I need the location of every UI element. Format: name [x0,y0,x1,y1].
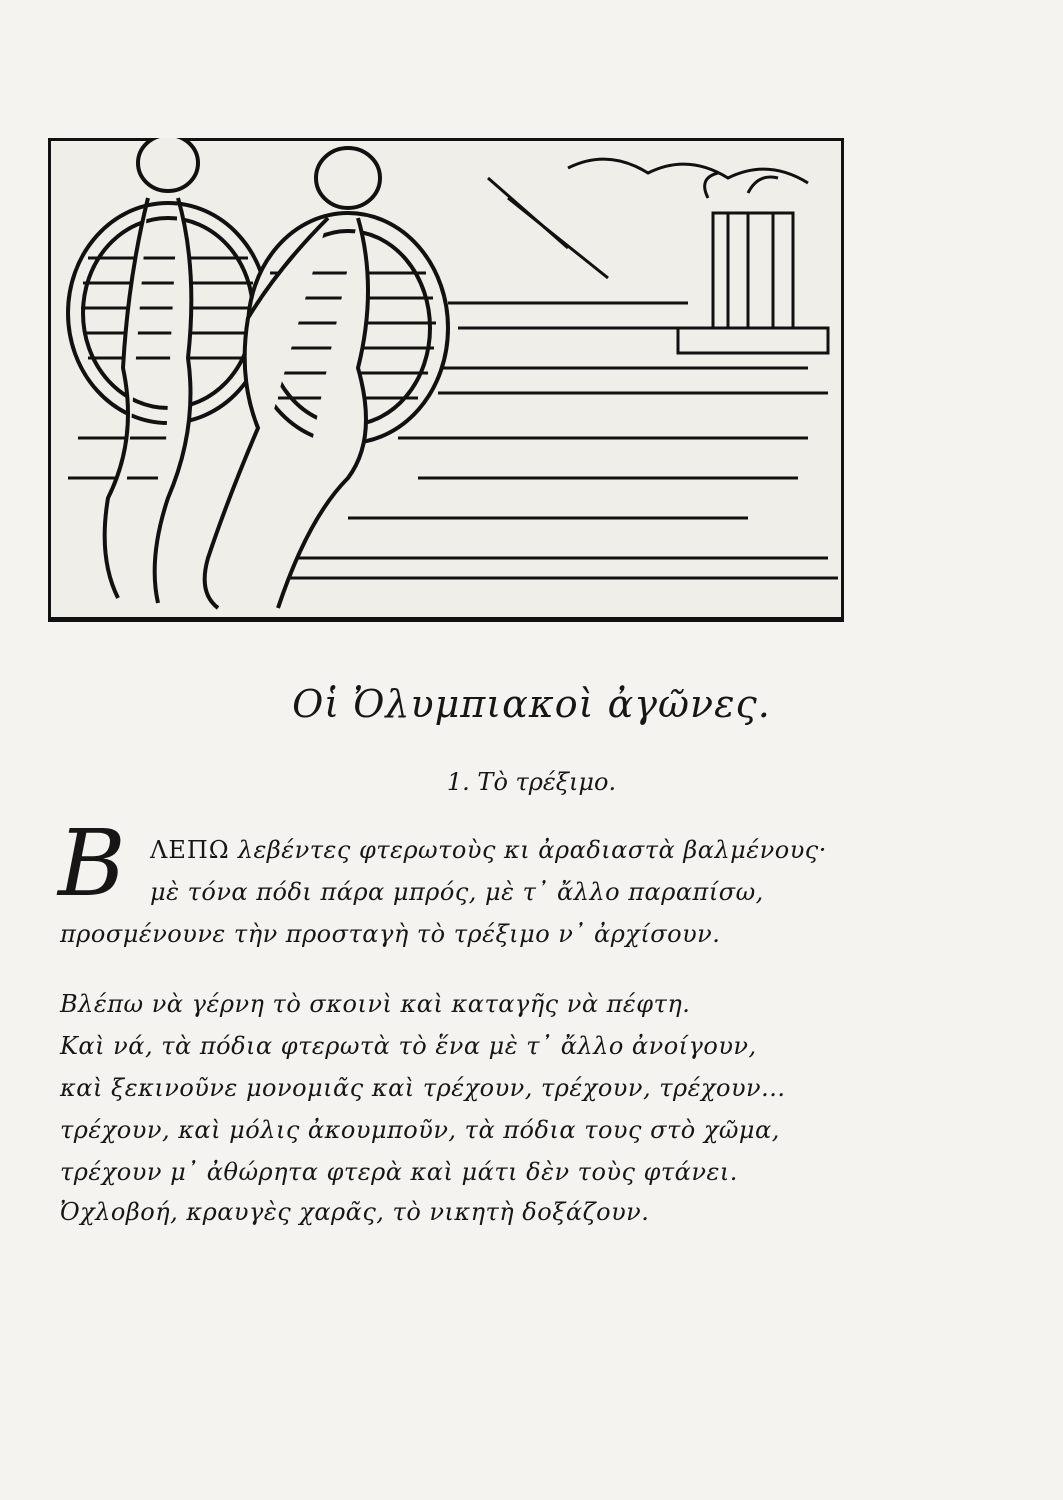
section-heading: 1. Τὸ τρέξιμο. [446,768,617,796]
stanza2-line5: τρέχουν μ᾽ ἀθώρητα φτερὰ καὶ μάτι δὲν τοὺς φτάνει. [60,1158,738,1186]
runners-drawing [48,138,844,622]
stanza2-line4: τρέχουν, καὶ μόλις ἀκουμποῦν, τὰ πόδια τους στὸ χῶμα, [60,1116,780,1144]
stanza2-line2: Καὶ νά, τὰ πόδια φτερωτὰ τὸ ἕνα μὲ τ᾽ ἄλλο ἀνοίγουν, [60,1032,757,1060]
stanza1-line2: μὲ τόνα πόδι πάρα μπρός, μὲ τ᾽ ἄλλο παραπίσω, [150,878,764,906]
stanza2-line6: Ὀχλοβοή, κραυγὲς χαρᾶς, τὸ νικητὴ δοξάζουν. [60,1198,650,1226]
stanza1-line1-text: λεβέντες φτερωτοὺς κι ἀραδιαστὰ βαλμένους· [237,836,827,864]
stanza2-line3: καὶ ξεκινοῦνε μονομιᾶς καὶ τρέχουν, τρέχουν, τρέχουν... [60,1074,786,1102]
stanza2-line1: Βλέπω νὰ γέρνη τὸ σκοινὶ καὶ καταγῆς νὰ πέφτη. [60,990,691,1018]
runners-illustration [48,138,844,622]
stanza1-line1 [150,836,827,864]
first-word-caps: ΛΕΠΩ [150,836,230,864]
drop-cap: Β [58,810,126,917]
stanza1-line3: προσμένουνε τὴν προσταγὴ τὸ τρέξιμο ν᾽ ἀρχίσουν. [60,920,721,948]
poem-title: Οἱ Ὀλυμπιακοὶ ἀγῶνες. [292,682,771,726]
